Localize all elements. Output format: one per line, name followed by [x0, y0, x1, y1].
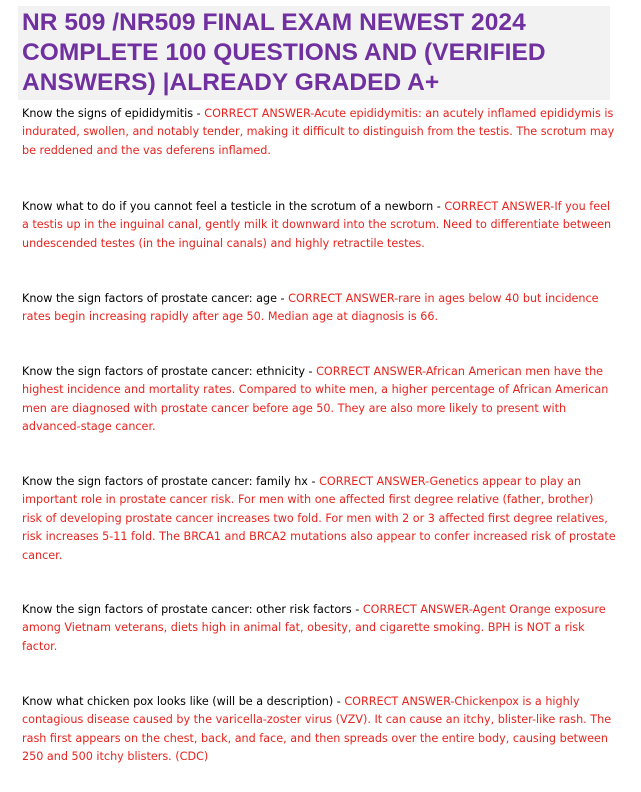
question-text: Know the signs of epididymitis [22, 107, 194, 120]
qa-entry-newborn-testicle [22, 198, 616, 253]
question-text: Know the sign factors of prostate cancer: family hx [22, 475, 308, 488]
separator: - [333, 695, 345, 708]
answer-text: CORRECT ANSWER-Agent Orange exposure among Vietnam veterans, diets high in animal fat, obesity, and cigarette smoking. BPH is NOT a risk factor. [22, 603, 606, 653]
separator: - [433, 200, 445, 213]
qa-entry-chicken-pox [22, 693, 616, 767]
question-text: Know what to do if you cannot feel a testicle in the scrotum of a newborn [22, 200, 434, 213]
document-title: NR 509 /NR509 FINAL EXAM NEWEST 2024 COMPLETE 100 QUESTIONS AND (VERIFIED ANSWERS) |ALREADY GRADED A+ [22, 9, 546, 96]
separator: - [304, 365, 317, 378]
answer-text: CORRECT ANSWER-Chickenpox is a highly contagious disease caused by the varicella-zoster virus (VZV). It can cause an itchy, blister-like rash. The rash first appears on the chest, back, and face, and then spreads over the entire body, causing between 250 and 500 itchy blisters. (CDC) [22, 695, 612, 764]
question-text: Know what chicken pox looks like (will be a description) [22, 695, 334, 708]
qa-entry-epididymitis [22, 105, 616, 160]
answer-text: CORRECT ANSWER-African American men have the highest incidence and mortality rates. Compared to white men, a higher percentage of African American men are diagnosed with prostate cancer before age 50. They are also more likely to present with advanced-stage cancer. [22, 365, 609, 434]
answer-text: CORRECT ANSWER-Acute epididymitis: an acutely inflamed epididymis is indurated, swollen, and notably tender, making it difficult to distinguish from the testis. The scrotum may be reddened and the vas deferens inflamed. [22, 107, 615, 157]
qa-entry-prostate-other-risk [22, 601, 616, 656]
qa-entry-prostate-family-hx [22, 473, 616, 565]
separator: - [351, 603, 363, 616]
answer-text: CORRECT ANSWER-If you feel a testis up in the inguinal canal, gently milk it downward into the scrotum. Need to differentiate between undescended testes (in the inguinal canals) and highly retractile testes. [22, 200, 612, 250]
question-text: Know the sign factors of prostate cancer: ethnicity [22, 365, 305, 378]
answer-text: CORRECT ANSWER-rare in ages below 40 but incidence rates begin increasing rapidly after age 50. Median age at diagnosis is 66. [22, 292, 599, 324]
separator: - [193, 107, 205, 120]
answer-text: CORRECT ANSWER-Genetics appear to play an important role in prostate cancer risk. For men with one affected first degree relative (father, brother) risk of developing prostate cancer increases two fold. For men with 2 or 3 affected first degree relatives, risk increases 5-11 fold. The BRCA1 and BRCA2 mutations also appear to confer increased risk of prostate cancer. [22, 475, 616, 562]
separator: - [307, 475, 320, 488]
question-text: Know the sign factors of prostate cancer: age [22, 292, 277, 305]
question-text: Know the sign factors of prostate cancer: other risk factors [22, 603, 352, 616]
qa-entry-prostate-age [22, 290, 616, 327]
separator: - [276, 292, 289, 305]
qa-entry-prostate-ethnicity [22, 363, 616, 437]
